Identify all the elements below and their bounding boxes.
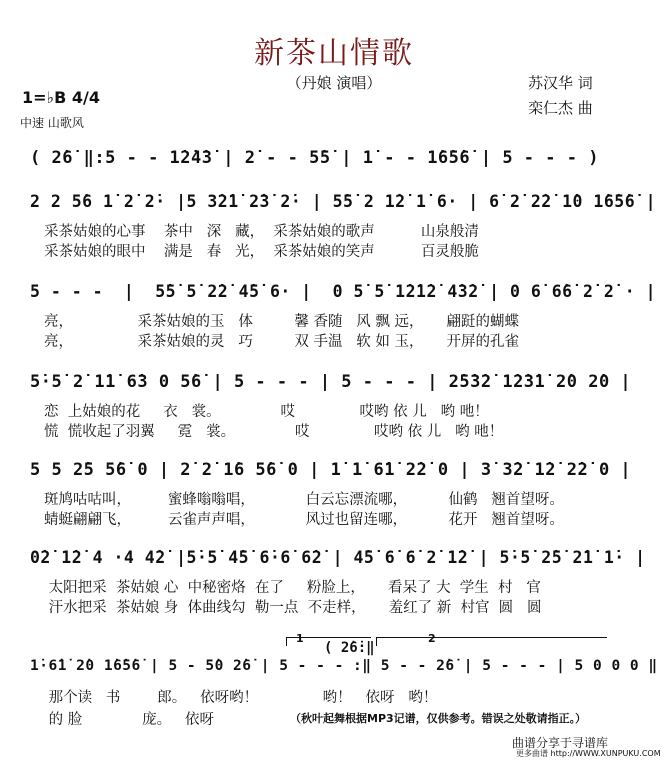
volta-bracket-second	[376, 637, 607, 646]
notation-line: ( 2̇6̇ ‖:5 - - 1̇2̇4̇3̇ | 2̇ - - 5̇5̇ | 1̇ - - 1̇6̇5̇6̇ | 5 - - - )	[30, 148, 599, 168]
lyric-verse-1: 那个读 书 郎。 依呀哟！ 哟！ 依呀 哟！	[44, 690, 438, 706]
notation-line: 5̇·5̇ 2̇ 1̇1̇ 6̇3 0 5̇6̇ | 5 - - - | 5 - - - | 2̇5̇3̇2̇ 1̇2̇3̇1̇ 2̇0 2̇0 |	[30, 372, 632, 392]
watermark-line-2: 更多曲谱 http://WWW.XUNPUKU.COM	[516, 749, 661, 758]
key-signature: 1=♭B 4/4	[22, 88, 100, 107]
lyricist-credit: 苏汉华 词	[528, 74, 593, 92]
volta-label-second: 2	[428, 632, 436, 645]
singer-credit: （丹娘 演唱）	[286, 74, 382, 92]
lyric-verse-1: 恋 上姑娘的花 衣 裳。 哎 哎哟 依 儿 哟 吔！	[44, 404, 489, 420]
composer-credit: 栾仁杰 曲	[528, 99, 593, 117]
notation-line: 5 5 2̇5 5̇6̇ 0 | 2̇ 2̇ 1̇6 5̇6̇ 0 | 1̇ 1̇ 6̇1̇ 2̇2̇ 0 | 3̇ 3̇2̇ 1̇2̇ 2̇2̇ 0 |	[30, 460, 632, 480]
watermark-line-1: 曲谱分享于寻谱库	[512, 736, 609, 750]
volta-first-notes: ( 2̇6̇:‖	[324, 640, 375, 656]
lyric-verse-1: 亮， 采茶姑娘的玉 体 馨 香随 风 飘 远， 翩跹的蝴蝶	[44, 314, 520, 330]
lyric-verse-2: 亮， 采茶姑娘的灵 巧 双 手温 软 如 玉， 开屏的孔雀	[44, 334, 520, 350]
notation-line: 0̇2̇ 1̇2̇ 4 ·4 4̇2̇ |5̇·5̇ 4̇5̇ 6̇·6̇ 6̇2̇ | 4̇5̇ 6̇ 6̇ 2̇ 1̇2̇ | 5̇·5̇ 2̇5̇ 2̇1̇ 1̇· |	[30, 548, 646, 567]
song-title: 新茶山情歌	[254, 36, 414, 71]
notation-line: 5 - - - | 5̇5̇ 5̇ 2̇2̇ 4̇5̇ 6· | 0 5̇ 5̇ 1̇2̇1̇2̇ 4̇3̇2̇ | 0 6̇ 6̇6̇ 2̇ 2̇ · |	[30, 282, 657, 301]
lyric-verse-1: 采茶姑娘的心事 茶中 深 藏， 采茶姑娘的歌声 山泉般清	[44, 224, 479, 240]
lyric-verse-2: 蜻蜓翩翩飞， 云雀声声唱， 风过也留连哪， 花开 翘首望呀。	[44, 512, 564, 528]
lyric-verse-2: 汗水把采 茶姑娘 身 体曲线勾 勒一点 不走样， 羞红了 新 村官 圆 圆	[44, 600, 542, 616]
lyric-verse-2: 采茶姑娘的眼中 满是 春 光， 采茶姑娘的笑声 百灵般脆	[44, 244, 479, 260]
lyric-verse-2: 慌 慌收起了羽翼 霓 裳。 哎 哎哟 依 儿 哟 吔！	[44, 424, 504, 440]
notation-line: 1̇·6̇1̇ 2̇0 1̇6̇5̇6̇ | 5 - 5̇0 2̇6̇ | 5 - - - :‖ 5 - - 2̇6̇ | 5 - - - | 5 0 0 0 ‖	[30, 658, 658, 674]
tempo-marking: 中速 山歌风	[20, 116, 84, 130]
transcription-note: （秋叶起舞根据MP3记谱，仅供参考。错误之处敬请指正。）	[290, 712, 587, 725]
notation-line: 2 2 5̇6 1̇ 2̇ 2̇· |5 3̇2̇1̇ 2̇3̇ 2̇· | 5̇5̇ 2 1̇2̇ 1̇ 6· | 6̇ 2̇ 2̇2̇ 1̇0 1̇6̇5̇6̇ |	[30, 192, 657, 211]
lyric-verse-1: 太阳把采 茶姑娘 心 中秘密烙 在了 粉脸上， 看呆了 大 学生 村 官	[44, 580, 541, 596]
site-watermark	[512, 734, 662, 756]
volta-label-first: 1	[296, 632, 304, 645]
lyric-verse-1: 斑鸠咕咕叫， 蜜蜂嗡嗡唱， 白云忘漂流哪， 仙鹤 翘首望呀。	[44, 492, 564, 508]
lyric-verse-2: 的 脸 庞。 依呀	[44, 712, 214, 728]
